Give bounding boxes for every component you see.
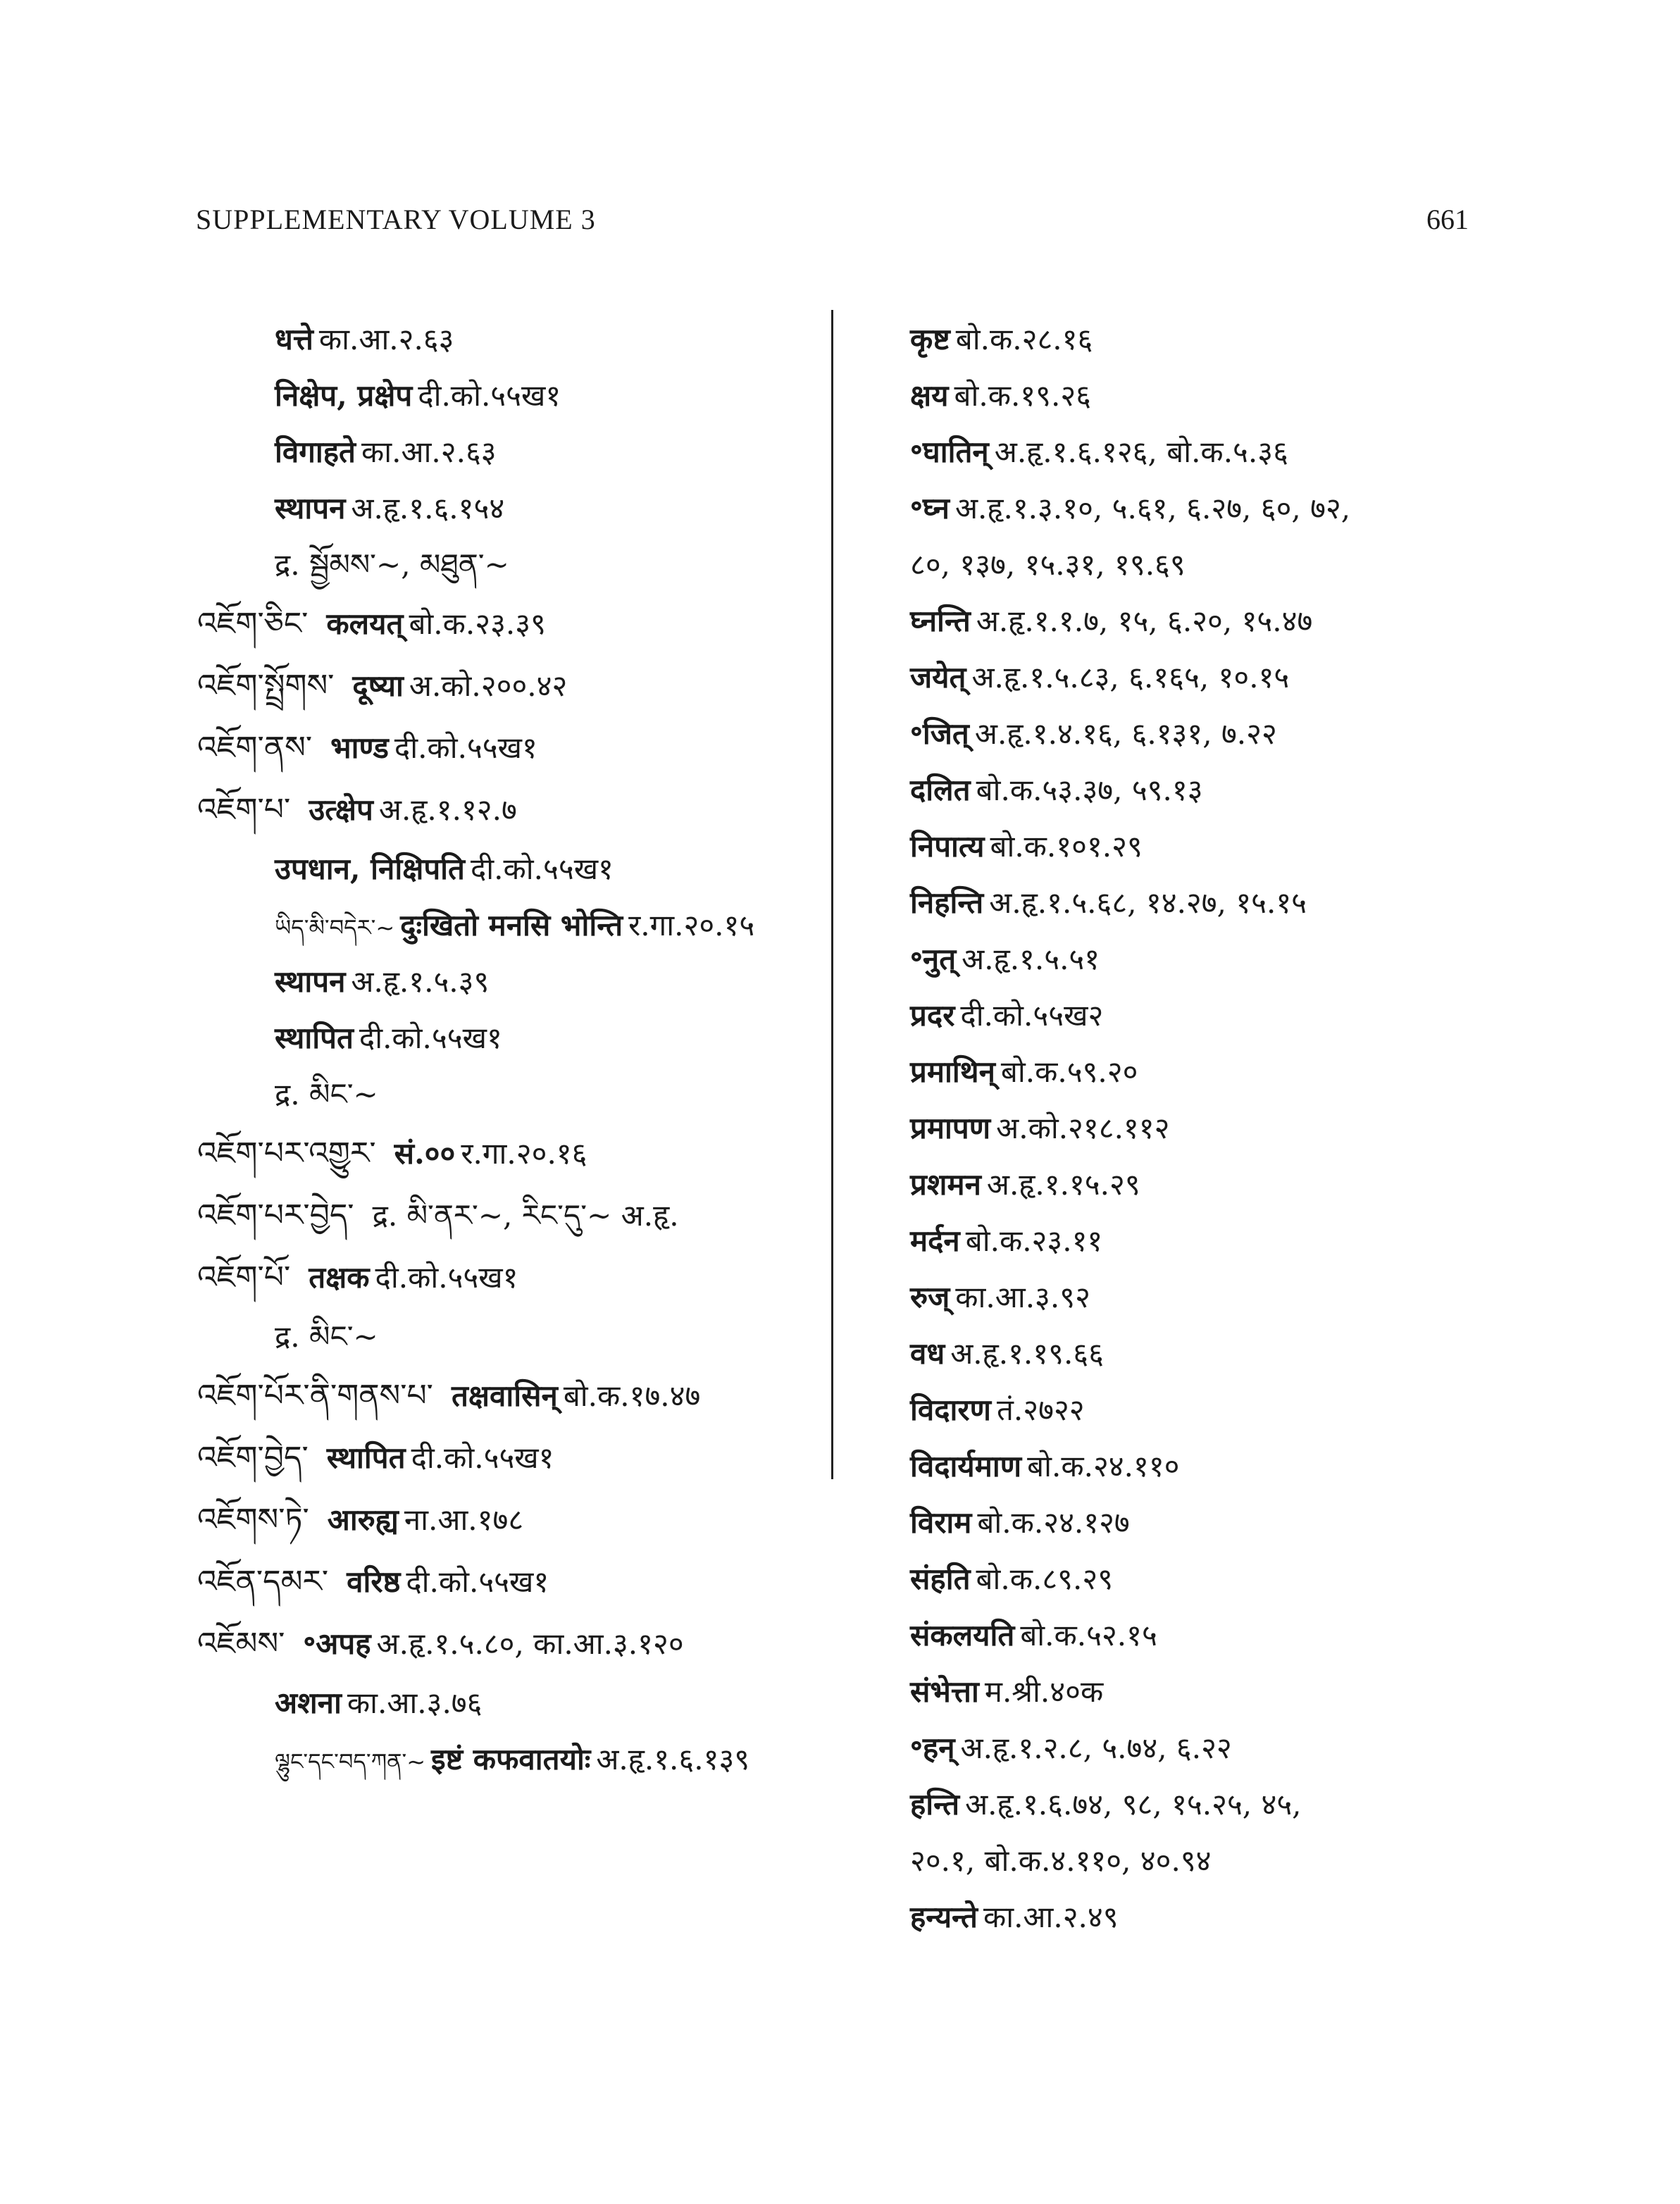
source-reference: द्र. སྦྱོམས་~, མཐུན་~ (275, 547, 509, 582)
sanskrit-headword: ॰घातिन् (910, 435, 989, 469)
entry-line (910, 1382, 1544, 1438)
source-reference: अ.हृ.१.२.८, ५.७४, ६.२२ (960, 1731, 1232, 1765)
entry-line (197, 1309, 831, 1365)
entry-line (197, 1185, 831, 1247)
sanskrit-headword: संहति (910, 1562, 971, 1596)
sanskrit-headword: धत्ते (275, 322, 313, 356)
source-reference: बो.क.८९.२९ (976, 1562, 1114, 1596)
source-reference: द्र. མི་ནར་~, རིང་དུ་~ अ.हृ. (372, 1198, 679, 1233)
source-reference: अ.हृ.१.५.६८, १४.२७, १५.१५ (989, 885, 1307, 920)
entry-line (197, 1675, 831, 1731)
entry-line (197, 779, 831, 841)
entry-line (910, 1551, 1544, 1607)
sanskrit-headword: जयेत् (910, 660, 966, 695)
tibetan-term: འཇོམས་ (197, 1626, 285, 1662)
entry-line (197, 368, 831, 424)
running-title: SUPPLEMENTARY VOLUME 3 (196, 204, 596, 235)
sanskrit-headword: वरिष्ठ (347, 1564, 401, 1599)
entry-line (910, 368, 1544, 424)
entry-line (910, 988, 1544, 1044)
source-reference: दी.को.५५ख२ (960, 998, 1104, 1033)
sanskrit-headword: स्थापन (275, 964, 346, 999)
tibetan-term: འཇོག་པོར་ནི་གནས་པ་ (197, 1378, 433, 1414)
entry-line (197, 1247, 831, 1309)
source-reference: दी.को.५५ख१ (359, 1021, 502, 1055)
sanskrit-headword: विदार्यमाण (910, 1449, 1022, 1483)
source-reference: अ.हृ.१.३.१०, ५.६१, ६.२७, ६०, ७२, (954, 491, 1351, 525)
tibetan-term: འཇོན་དམར་ (197, 1564, 329, 1600)
sanskrit-headword: वध (910, 1336, 945, 1371)
source-reference: अ.को.२००.४२ (409, 668, 568, 703)
entry-line (197, 424, 831, 480)
sanskrit-headword: दुःखितो मनसि भोन्ति (400, 908, 623, 942)
source-reference: बो.क.२८.१६ (955, 322, 1093, 356)
entry-line (910, 1269, 1544, 1326)
sanskrit-headword: इष्टं कफवातयोः (431, 1742, 591, 1776)
source-reference: बो.क.१९.२६ (954, 378, 1092, 413)
source-reference: बो.क.१०१.२९ (990, 829, 1143, 864)
sanskrit-headword: ॰अपह (303, 1626, 371, 1661)
sanskrit-headword: रुज् (910, 1280, 950, 1314)
tibetan-term: འཇོག་པར་བྱེད་ (197, 1197, 354, 1233)
tibetan-term: འཇོག་སྤྲོགས་ (197, 668, 335, 704)
tibetan-term: འཇོགས་ཏེ་ (197, 1502, 309, 1538)
sanskrit-headword: दूष्या (352, 668, 404, 703)
entry-line (197, 954, 831, 1010)
source-reference: बो.क.२३.११ (965, 1224, 1103, 1258)
sanskrit-headword: घ्नन्ति (910, 604, 971, 638)
tibetan-term: འཇོག་པ་ (197, 792, 291, 828)
sanskrit-headword: निक्षेप, प्रक्षेप (275, 378, 413, 413)
source-reference: तं.२७२२ (996, 1393, 1085, 1427)
source-reference: २०.१, बो.क.४.११०, ४०.९४ (910, 1843, 1212, 1878)
entry-line (910, 1100, 1544, 1157)
tibetan-term: ཡིད་མི་བདེར་~ (275, 914, 395, 941)
column-divider (831, 310, 833, 1479)
entry-line (910, 1776, 1544, 1833)
entry-line (197, 1066, 831, 1123)
source-reference: अ.हृ.१.५.५१ (962, 942, 1100, 976)
sanskrit-headword: विदारण (910, 1393, 991, 1427)
source-reference: बो.क.२३.३९ (409, 606, 546, 641)
entry-line (910, 1495, 1544, 1551)
tibetan-term: འཇོག་ཅིང་ (197, 606, 309, 642)
source-reference: का.आ.३.९२ (955, 1280, 1090, 1314)
source-reference: बो.क.५२.१५ (1020, 1618, 1157, 1652)
entry-line (197, 1365, 831, 1427)
sanskrit-headword: प्रदर (910, 998, 955, 1033)
sanskrit-headword: मर्दन (910, 1224, 960, 1258)
entry-line (197, 1613, 831, 1675)
source-reference: द्र. མིང་~ (275, 1077, 378, 1112)
source-reference: अ.हृ.१.५.८०, का.आ.३.१२० (376, 1626, 684, 1661)
source-reference: म.श्री.४०क (984, 1674, 1104, 1709)
entry-line (197, 717, 831, 779)
entry-line (197, 537, 831, 593)
entry-line (910, 1326, 1544, 1382)
source-reference: दी.को.५५ख१ (375, 1260, 518, 1295)
entry-line (197, 841, 831, 897)
entry-line (197, 1123, 831, 1185)
sanskrit-headword: संकलयति (910, 1618, 1015, 1652)
sanskrit-headword: तक्षक (309, 1260, 370, 1295)
entry-line (910, 1720, 1544, 1776)
source-reference: अ.हृ.१.१.७, १५, ६.२०, १५.४७ (976, 604, 1313, 638)
entry-line (910, 1664, 1544, 1720)
entry-line (197, 593, 831, 655)
sanskrit-headword: स्थापित (326, 1440, 406, 1475)
entry-line (910, 311, 1544, 368)
sanskrit-headword: ॰नुत् (910, 942, 957, 976)
source-reference: का.आ.२.६३ (361, 435, 497, 469)
source-reference: र.गा.२०.१५ (628, 908, 755, 942)
entry-line (910, 706, 1544, 762)
sanskrit-headword: स्थापित (275, 1021, 354, 1055)
entry-line (197, 1489, 831, 1551)
entry-line (197, 1731, 831, 1788)
source-reference: र.गा.२०.१६ (461, 1136, 587, 1171)
entry-line (910, 931, 1544, 988)
sanskrit-headword: प्रमाथिन् (910, 1054, 995, 1089)
sanskrit-headword: निहन्ति (910, 885, 984, 920)
sanskrit-headword: आरुह्य (327, 1502, 399, 1537)
entry-line (910, 1607, 1544, 1664)
entry-line (197, 1010, 831, 1066)
tibetan-term: འཇོག་ནས་ (197, 730, 313, 766)
sanskrit-headword: कृष्ट (910, 322, 950, 356)
sanskrit-headword: तक्षवासिन् (451, 1378, 558, 1413)
source-reference: बो.क.५३.३७, ५९.१३ (976, 773, 1203, 807)
entry-line (910, 1213, 1544, 1269)
entry-line (910, 1044, 1544, 1100)
entry-line (197, 655, 831, 717)
source-reference: ना.आ.१७८ (404, 1502, 524, 1537)
source-reference: का.आ.२.४९ (983, 1900, 1119, 1934)
source-reference: बो.क.२४.११० (1027, 1449, 1180, 1483)
sanskrit-headword: दलित (910, 773, 971, 807)
source-reference: अ.हृ.१.१५.२९ (986, 1167, 1140, 1202)
tibetan-term: འཇོག་པོ་ (197, 1259, 291, 1295)
entry-line (197, 897, 831, 954)
sanskrit-headword: संभेत्ता (910, 1674, 979, 1709)
entry-line (197, 311, 831, 368)
sanskrit-headword: कलयत् (326, 606, 404, 641)
source-reference: बो.क.२४.१२७ (977, 1505, 1130, 1540)
source-reference: द्र. མིང་~ (275, 1319, 378, 1354)
sanskrit-headword: भाण्ड (330, 730, 389, 765)
page-number: 661 (1426, 204, 1469, 235)
right-column (910, 311, 1544, 1945)
source-reference: अ.हृ.१.५.३९ (351, 964, 490, 999)
source-reference: बो.क.५९.२० (1000, 1054, 1138, 1089)
sanskrit-headword: हन्यन्ते (910, 1900, 978, 1934)
sanskrit-headword: अशना (275, 1686, 342, 1720)
entry-line (910, 1157, 1544, 1213)
source-reference: अ.हृ.१.६.१३९ (596, 1742, 750, 1776)
source-reference: अ.हृ.१.४.१६, ६.१३१, ७.२२ (974, 716, 1277, 751)
source-reference: अ.को.२१८.११२ (996, 1111, 1170, 1145)
source-reference: दी.को.५५ख१ (406, 1564, 549, 1599)
entry-line (910, 537, 1544, 593)
source-reference: दी.को.५५ख१ (394, 730, 537, 765)
sanskrit-headword: ॰हन् (910, 1731, 955, 1765)
source-reference: का.आ.३.७६ (347, 1686, 483, 1720)
source-reference: अ.हृ.१.६.१२६, बो.क.५.३६ (994, 435, 1288, 469)
source-reference: दी.को.५५ख१ (418, 378, 561, 413)
sanskrit-headword: विगाहते (275, 435, 356, 469)
sanskrit-headword: स्थापन (275, 491, 346, 525)
source-reference: दी.को.५५ख१ (471, 852, 614, 886)
entry-line (910, 649, 1544, 706)
tibetan-term: འཇོག་བྱེད་ (197, 1440, 309, 1476)
sanskrit-headword: विराम (910, 1505, 972, 1540)
entry-line (910, 1438, 1544, 1495)
source-reference: का.आ.२.६३ (318, 322, 454, 356)
left-column (197, 311, 831, 1788)
entry-line (910, 1889, 1544, 1945)
sanskrit-headword: क्षय (910, 378, 949, 413)
source-reference: दी.को.५५ख१ (411, 1440, 554, 1475)
entry-line (910, 875, 1544, 931)
sanskrit-headword: ॰घ्न (910, 491, 950, 525)
tibetan-term: ལྷུང་དང་བད་ཀན་~ (275, 1748, 426, 1775)
source-reference: अ.हृ.१.६.७४, ९८, १५.२५, ४५, (965, 1787, 1302, 1822)
source-reference: ८०, १३७, १५.३१, १९.६९ (910, 547, 1186, 582)
sanskrit-headword: सं.०० (394, 1136, 456, 1171)
sanskrit-headword: उत्क्षेप (309, 792, 373, 827)
entry-line (197, 1551, 831, 1613)
entry-line (197, 1427, 831, 1489)
entry-line (910, 818, 1544, 875)
source-reference: अ.हृ.१.१९.६६ (950, 1336, 1104, 1371)
sanskrit-headword: प्रमापण (910, 1111, 991, 1145)
sanskrit-headword: ॰जित् (910, 716, 969, 751)
source-reference: अ.हृ.१.१२.७ (378, 792, 517, 827)
source-reference: अ.हृ.१.६.१५४ (351, 491, 505, 525)
entry-line (910, 480, 1544, 537)
sanskrit-headword: प्रशमन (910, 1167, 981, 1202)
entry-line (910, 593, 1544, 649)
sanskrit-headword: उपधान, निक्षिपति (275, 852, 465, 886)
source-reference: बो.क.१७.४७ (563, 1378, 701, 1413)
sanskrit-headword: हन्ति (910, 1787, 960, 1822)
source-reference: अ.हृ.१.५.८३, ६.१६५, १०.१५ (971, 660, 1290, 695)
entry-line (197, 480, 831, 537)
entry-line (910, 1833, 1544, 1889)
tibetan-term: འཇོག་པར་འགྱུར་ (197, 1135, 376, 1171)
entry-line (910, 762, 1544, 818)
entry-line (910, 424, 1544, 480)
sanskrit-headword: निपात्य (910, 829, 985, 864)
